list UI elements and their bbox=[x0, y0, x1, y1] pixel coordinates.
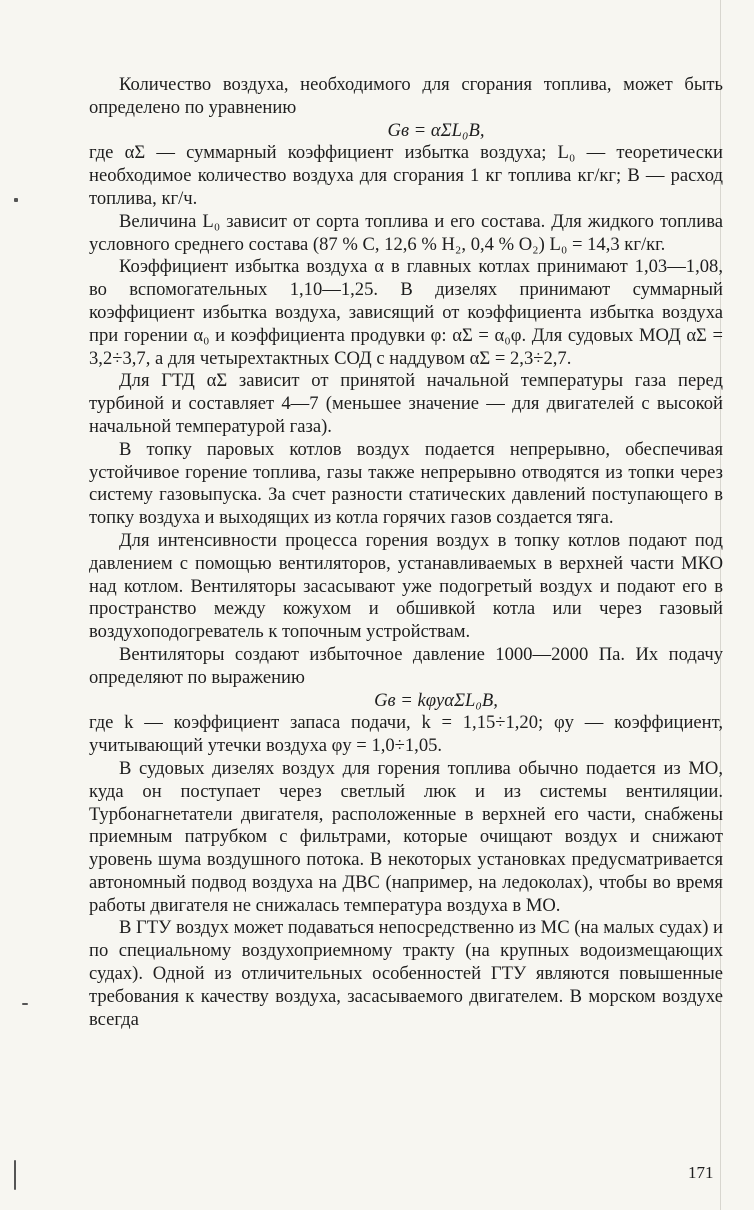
paragraph-p9: где k — коэффициент запаса подачи, k = 1,15÷1,20; φу — коэффициент, учитывающий утечки воздуха φу = 1,0÷1,05. bbox=[89, 712, 723, 757]
scan-speck bbox=[14, 198, 18, 202]
scan-speck bbox=[22, 1003, 28, 1005]
paragraph-p2: где αΣ — суммарный коэффициент избытка воздуха; L₀ — теоретически необходимое количество воздуха для сгорания 1 кг топлива кг/кг; B — расход топлива, кг/ч. bbox=[89, 142, 723, 209]
paragraph-p7: Для интенсивности процесса горения воздух в топку котлов подают под давлением с помощью вентиляторов, устанавливаемых в верхней части МКО над котлом. Вентиляторы засасывают уже подогретый воздух и подают его в пространство между кожухом и обшивкой котла или через газовый воздухоподогреватель к топочным устройствам. bbox=[89, 529, 723, 643]
paragraph-p4: Коэффициент избытка воздуха α в главных котлах принимают 1,03—1,08, во вспомогательных 1,10—1,25. В дизелях принимают суммарный коэффициент избытка воздуха, зависящий от коэффициента избытка воздуха при горении α₀ и коэффициента продувки φ: αΣ = α₀φ. Для судовых МОД αΣ = 3,2÷3,7, а для четырехтактных СОД с наддувом αΣ = 2,3÷2,7. bbox=[89, 256, 723, 369]
paragraph-p3: Величина L₀ зависит от сорта топлива и его состава. Для жидкого топлива условного среднего состава (87 % C, 12,6 % H₂, 0,4 % O₂) L₀ = 14,3 кг/кг. bbox=[89, 210, 723, 255]
page-number: 171 bbox=[688, 1163, 714, 1182]
paragraph-p8: Вентиляторы создают избыточное давление 1000—2000 Па. Их подачу определяют по выражению bbox=[89, 643, 723, 688]
formula-fan-supply: Gв = kφуαΣL₀B, bbox=[374, 689, 498, 711]
paragraph-p6: В топку паровых котлов воздух подается непрерывно, обеспечивая устойчивое горение топлива, газы также непрерывно отводятся из топки через систему газовыпуска. За счет разности статических давлений поступающего в топку воздуха и выходящих из котла горячих газов создается тяга. bbox=[89, 438, 723, 529]
page-body bbox=[89, 74, 723, 1031]
paragraph-p1: Количество воздуха, необходимого для сгорания топлива, может быть определено по уравнению bbox=[89, 74, 723, 118]
formula-air-quantity: Gв = αΣL₀B, bbox=[387, 119, 485, 141]
scan-speck bbox=[14, 1160, 16, 1190]
paragraph-p11: В ГТУ воздух может подаваться непосредственно из МС (на малых судах) и по специальному воздухоприемному тракту (на крупных водоизмещающих судах). Одной из отличительных особенностей ГТУ являются повышенные требования к качеству воздуха, засасываемого двигателем. В морском воздухе всегда bbox=[89, 917, 724, 1030]
paragraph-p10: В судовых дизелях воздух для горения топлива обычно подается из МО, куда он поступает через светлый люк и из системы вентиляции. Турбонагнетатели двигателя, расположенные в верхней его части, снабжены приемным патрубком с фильтрами, которые очищают воздух и снижают уровень шума воздушного потока. В некоторых установках предусматривается автономный подвод воздуха на ДВС (например, на ледоколах), чтобы во время работы двигателя не снижалась температура воздуха в МО. bbox=[89, 757, 723, 916]
paragraph-p5: Для ГТД αΣ зависит от принятой начальной температуры газа перед турбиной и составляет 4—7 (меньшее значение — для двигателей с высокой начальной температурой газа). bbox=[89, 370, 723, 437]
